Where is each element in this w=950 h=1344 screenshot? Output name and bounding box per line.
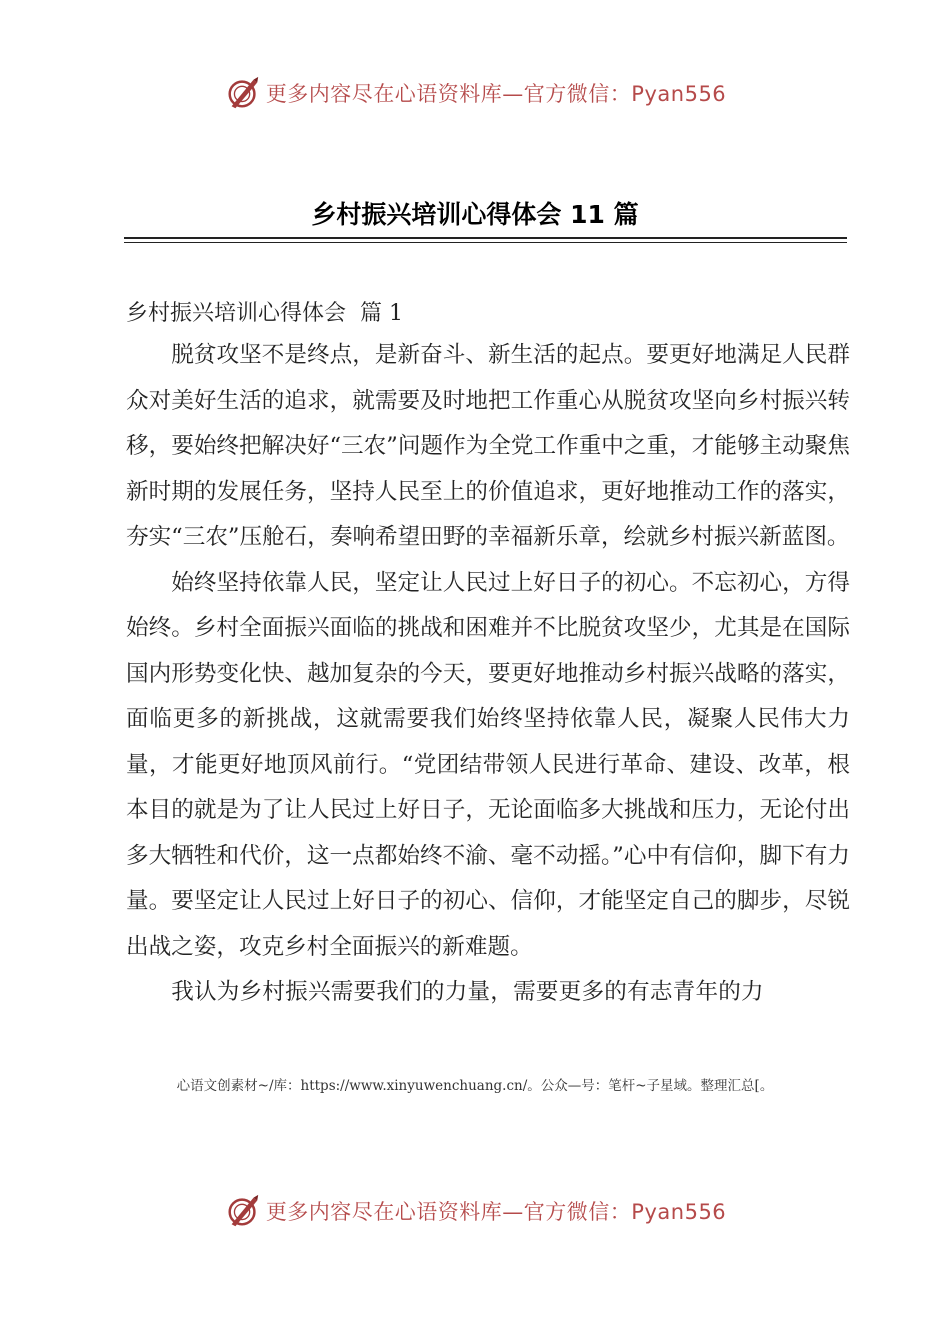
fountain-pen-logo-icon xyxy=(224,1192,262,1230)
body-text xyxy=(126,333,850,1016)
paragraph-1: 脱贫攻坚不是终点，是新奋斗、新生活的起点。要更好地满足人民群众对美好生活的追求，就需要及时地把工作重心从脱贫攻坚向乡村振兴转移，要始终把解决好“三农”问题作为全党工作重中之重，才能够主动聚焦新时期的发展任务，坚持人民至上的价值追求，更好地推动工作的落实，夯实“三农”压舱石，奏响希望田野的幸福新乐章，绘就乡村振兴新蓝图。 xyxy=(126,342,850,550)
title-rule-thin xyxy=(124,242,847,243)
paragraph-2: 始终坚持依靠人民，坚定让人民过上好日子的初心。不忘初心，方得始终。乡村全面振兴面临的挑战和困难并不比脱贫攻坚少，尤其是在国际国内形势变化快、越加复杂的今天，要更好地推动乡村振兴战略的落实，面临更多的新挑战，这就需要我们始终坚持依靠人民，凝聚人民伟大力量，才能更好地顶风前行。“党团结带领人民进行革命、建设、改革，根本目的就是为了让人民过上好日子，无论面临多大挑战和压力，无论付出多大牺牲和代价，这一点都始终不渝、毫不动摇。”心中有信仰，脚下有力量。要坚定让人民过上好日子的初心、信仰，才能坚定自己的脚步，尽锐出战之姿，攻克乡村全面振兴的新难题。 xyxy=(126,569,850,960)
source-footnote: 心语文创素材~/库：https://www.xinyuwenchuang.cn/。公众—号：笔杆~子星域。整理汇总[。 xyxy=(176,1078,774,1094)
title-rule-thick xyxy=(124,237,847,239)
fountain-pen-logo-icon xyxy=(224,74,262,112)
paragraph-3: 我认为乡村振兴需要我们的力量，需要更多的有志青年的力 xyxy=(171,979,764,1005)
section-heading: 乡村振兴培训心得体会 篇 1 xyxy=(126,301,403,326)
footer-banner-text: 更多内容尽在心语资料库—官方微信：Pyan556 xyxy=(265,1200,727,1224)
document-title: 乡村振兴培训心得体会 11 篇 xyxy=(311,200,639,229)
header-banner-text: 更多内容尽在心语资料库—官方微信：Pyan556 xyxy=(265,82,727,106)
header-banner xyxy=(0,68,950,118)
footer-banner xyxy=(0,1186,950,1236)
